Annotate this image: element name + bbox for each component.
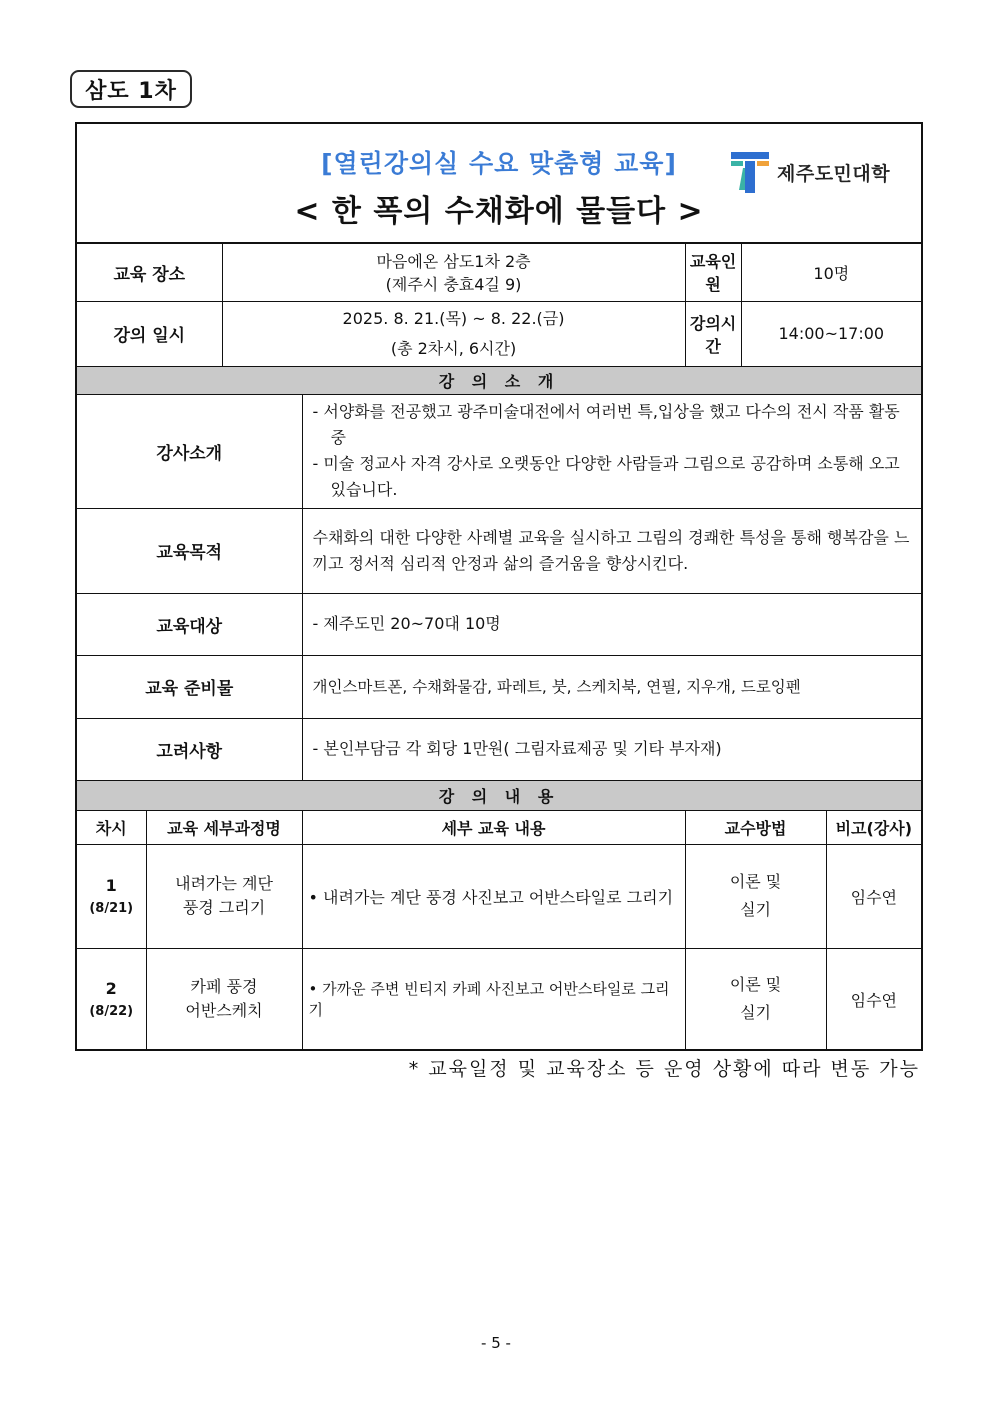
supplies-row (77, 655, 921, 718)
page-number: - 5 - (481, 1334, 511, 1352)
supplies-text: 개인스마트폰, 수채화물감, 파레트, 붓, 스케치북, 연필, 지우개, 드로잉펜 (302, 655, 921, 718)
detail-text: 내려가는 계단 풍경 사진보고 어반스타일로 그리기 (323, 887, 674, 907)
date-line1: 2025. 8. 21.(목) ~ 8. 22.(금) (342, 308, 565, 328)
content-band-row (77, 780, 921, 810)
instructor-desc (302, 394, 921, 508)
place-label: 교육 장소 (77, 243, 222, 301)
session-course (146, 948, 302, 1050)
bullet-icon: • (308, 887, 318, 907)
method-line2: 실기 (740, 900, 771, 919)
session-date: (8/22) (89, 1004, 134, 1019)
university-logo (729, 150, 890, 194)
consider-label: 고려사항 (77, 718, 302, 780)
logo-text: 제주도민대학 (777, 162, 891, 185)
course-line2: 풍경 그리기 (182, 898, 266, 917)
date-row (77, 301, 921, 366)
instructor-label: 강사소개 (77, 394, 302, 508)
session-number (77, 948, 146, 1050)
instructor-row (77, 394, 921, 508)
content-band: 강 의 내 용 (77, 780, 921, 810)
goal-label: 교육목적 (77, 508, 302, 593)
method-line1: 이론 및 (729, 872, 782, 891)
intro-band: 강 의 소 개 (77, 366, 921, 394)
program-subtitle: [열린강의실 수요 맞춤형 교육] (321, 149, 677, 178)
target-row (77, 593, 921, 655)
consider-text: - 본인부담금 각 회당 1만원( 그림자료제공 및 기타 부자재) (302, 718, 921, 780)
session-method (685, 844, 826, 948)
sheet-header (77, 124, 921, 242)
content-header-row (77, 810, 921, 844)
intro-band-row (77, 366, 921, 394)
capacity-value: 10명 (741, 243, 921, 301)
course-sheet (75, 122, 923, 1051)
goal-text: 수채화의 대한 다양한 사례별 교육을 실시하고 그림의 경쾌한 특성을 통해 행복감을 느끼고 정서적 심리적 안정과 삶의 즐거움을 향상시킨다. (302, 508, 921, 593)
place-line1: 마음에온 삼도1차 2층 (376, 252, 531, 272)
consider-row (77, 718, 921, 780)
session-method (685, 948, 826, 1050)
time-label: 강의시간 (685, 301, 741, 366)
instructor-item: - 미술 정교사 자격 강사로 오랫동안 다양한 사람들과 그림으로 공감하며 소통해 오고 있습니다. (312, 454, 900, 499)
target-text: - 제주도민 20~70대 10명 (302, 593, 921, 655)
supplies-label: 교육 준비물 (77, 655, 302, 718)
logo-mark-icon (729, 150, 771, 194)
date-value (222, 301, 685, 366)
session-num: 2 (105, 979, 117, 998)
course-title: < 한 폭의 수채화에 물들다 > (294, 194, 704, 229)
session-detail (302, 844, 685, 948)
bullet-icon: • (308, 980, 318, 998)
session-detail (302, 948, 685, 1050)
session-num: 1 (105, 876, 117, 895)
col-header-method: 교수방법 (685, 810, 826, 844)
section-tag: 삼도 1차 (70, 70, 192, 108)
session-course (146, 844, 302, 948)
session-date: (8/21) (89, 901, 134, 916)
date-label: 강의 일시 (77, 301, 222, 366)
time-value: 14:00~17:00 (741, 301, 921, 366)
course-line1: 내려가는 계단 (175, 874, 273, 893)
detail-text: 가까운 주변 빈티지 카페 사진보고 어반스타일로 그리기 (308, 980, 670, 1019)
place-row (77, 243, 921, 301)
date-line2: (총 2차시, 6시간) (390, 338, 517, 358)
col-header-course: 교육 세부과정명 (146, 810, 302, 844)
place-value (222, 243, 685, 301)
session-number (77, 844, 146, 948)
instructor-item: - 서양화를 전공했고 광주미술대전에서 여러번 특,입상을 했고 다수의 전시 작품 활동 중 (312, 402, 900, 447)
capacity-label: 교육인원 (685, 243, 741, 301)
method-line1: 이론 및 (729, 975, 782, 994)
course-table (77, 242, 921, 1051)
session-row (77, 948, 921, 1050)
schedule-note: * 교육일정 및 교육장소 등 운영 상황에 따라 변동 가능 (408, 1058, 920, 1080)
session-instructor: 임수연 (826, 948, 921, 1050)
session-row (77, 844, 921, 948)
target-label: 교육대상 (77, 593, 302, 655)
course-line1: 카페 풍경 (190, 977, 258, 996)
goal-row (77, 508, 921, 593)
session-instructor: 임수연 (826, 844, 921, 948)
place-line2: (제주시 충효4길 9) (385, 275, 522, 295)
course-line2: 어반스케치 (185, 1001, 263, 1020)
col-header-instructor: 비고(강사) (826, 810, 921, 844)
col-header-detail: 세부 교육 내용 (302, 810, 685, 844)
col-header-session: 차시 (77, 810, 146, 844)
method-line2: 실기 (740, 1003, 771, 1022)
